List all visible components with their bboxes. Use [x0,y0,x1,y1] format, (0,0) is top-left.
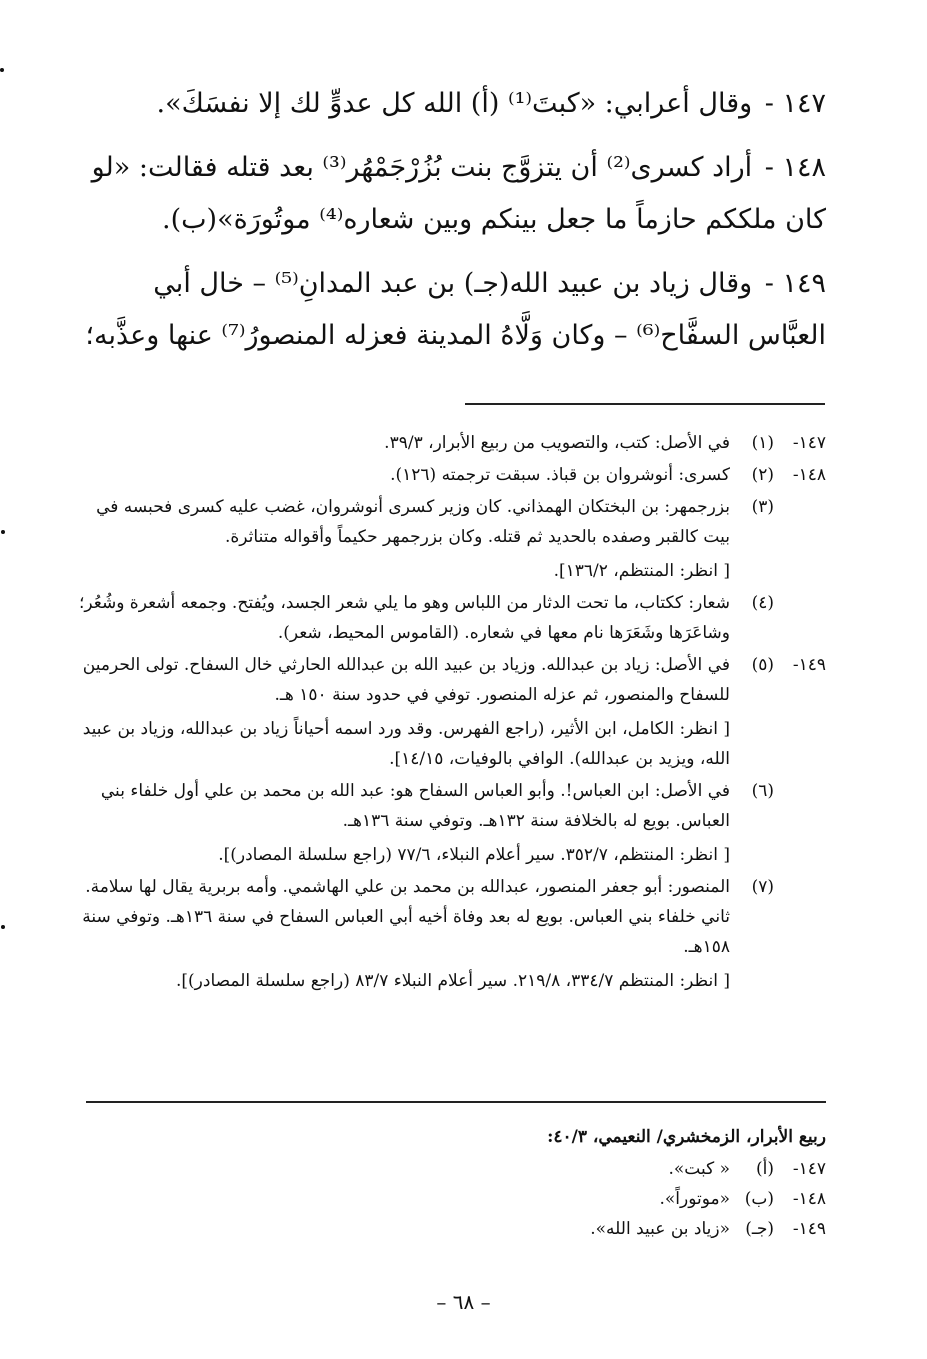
footnote-text: شعار: ككتاب، ما تحت الدثار من اللباس وهو ما يلي شعر الجسد، ويُفتح. وجمعه أشعرة وشُعُر؛ وشاعَرَها وشَعَرَها نام معها في شعاره. (القاموس المحيط، شعر). [78,593,730,643]
variant-mark: (ب) [744,1189,774,1209]
footnote-reference: [ انظر: الكامل، ابن الأثير، (راجع الفهرس. وقد ورد اسمه أحياناً زياد بن عبدالله، وزياد بن عبيد الله، ويزيد بن عبدالله). الوافي بالوفيات، ١٤/١٥]. [82,719,730,769]
footnote-text: بزرجمهر: بن البختكان الهمذاني. كان وزير كسرى أنوشروان، غضب عليه كسرى فحبسه في بيت كالقبر وصفده بالحديد ثم قتله. وكان بزرجمهر حكيماً وأقواله متناثرة. [96,497,730,547]
footnote-3 [78,492,826,586]
main-text [78,78,826,374]
variant-text: «زياد بن عبيد الله». [590,1219,730,1239]
variants-heading: ربيع الأبرار، الزمخشري/ النعيمي، ٤٠/٣: [547,1127,826,1147]
entry-149 [78,258,826,362]
footnote-mark: (٢) [751,465,774,485]
footnote-mark: (٤) [751,593,774,613]
scan-mark [1,925,5,929]
variant-mark: (أ) [756,1159,774,1179]
variant-text: «موتوراً». [659,1189,730,1209]
footnote-entry-number: ١٤٨- [792,465,826,485]
variant-item [78,1214,826,1244]
footnote-1 [78,428,826,458]
footnotes [78,428,826,998]
footnote-2 [78,460,826,490]
footnote-5 [78,650,826,774]
footnote-4 [78,588,826,648]
variant-readings [78,1122,826,1244]
footnote-text: في الأصل: زياد بن عبدالله. وزياد بن عبيد الله بن عبدالله الحارثي خال السفاح. تولى الحرمين للسفاح والمنصور، ثم عزله المنصور. توفي في حدود سنة ١٥٠ هـ. [82,655,730,705]
entry-text: أراد كسرى⁽²⁾ أن يتزوَّج بنت بُزُرْجَمْهُر⁽³⁾ بعد قتله فقالت: «لو كان ملككم حازماً ما جعل بينكم وبين شعاره⁽⁴⁾ موتُورَة»(ب). [91,152,826,235]
footnote-text: في الأصل: ابن العباس!. وأبو العباس السفاح هو: عبد الله بن محمد بن علي أول خلفاء بني العباس. بويع له بالخلافة سنة ١٣٢هـ. وتوفي سنة ١٣٦هـ. [100,781,730,831]
footnote-mark: (٦) [751,781,774,801]
footnote-text: في الأصل: كتب، والتصويب من ربيع الأبرار، ٣٩/٣. [384,433,730,453]
scan-mark [1,530,5,534]
footnote-6 [78,776,826,870]
variant-text: « كبت». [668,1159,730,1179]
entry-text: وقال أعرابي: «كبتَ⁽¹⁾ (أ) الله كل عدوٍّ لك إلا نفسَكَ». [156,88,753,119]
entry-text: وقال زياد بن عبيد الله(جـ) بن عبد المدانِ⁽⁵⁾ – خال أبي العبَّاس السفَّاح⁽⁶⁾ – وكان وَلَّاهُ المدينة فعزله المنصورُ⁽⁷⁾ عنها وعذَّبه؛ [85,268,826,351]
footnote-text: المنصور: أبو جعفر المنصور، عبدالله بن محمد بن علي الهاشمي. وأمه بربرية يقال لها سلامة. ثاني خلفاء بني العباس. بويع له بعد وفاة أخيه أبي العباس السفاح في سنة ١٣٦هـ. وتوفي سنة ١٥٨هـ. [82,877,730,957]
entry-148 [78,142,826,246]
variant-item [78,1184,826,1214]
footnote-7 [78,872,826,996]
variant-entry-number: ١٤٩- [792,1219,826,1239]
footnote-mark: (٥) [751,655,774,675]
footnote-mark: (٧) [751,877,774,897]
footnote-entry-number: ١٤٧- [792,433,826,453]
footnote-entry-number: ١٤٩- [792,655,826,675]
variant-entry-number: ١٤٧- [792,1159,826,1179]
entry-number: ١٤٨ - [764,152,826,183]
variant-entry-number: ١٤٨- [792,1189,826,1209]
page-number: – ٦٨ – [436,1290,491,1314]
footnote-mark: (٣) [751,497,774,517]
footnote-text: كسرى: أنوشروان بن قباذ. سبقت ترجمته (١٢٦). [390,465,730,485]
variants-divider [86,1101,826,1103]
entry-number: ١٤٧ - [764,88,826,119]
footnote-mark: (١) [751,433,774,453]
scan-mark [0,68,4,72]
footnote-divider [465,403,825,405]
variant-mark: (جـ) [745,1219,774,1239]
entry-number: ١٤٩ - [764,268,826,299]
footnote-reference: [ انظر: المنتظم ٣٣٤/٧، ٢١٩/٨. سير أعلام النبلاء ٨٣/٧ (راجع سلسلة المصادر)]. [176,971,730,991]
entry-147 [78,78,826,130]
footnote-reference: [ انظر: المنتظم، ٣٥٢/٧. سير أعلام النبلاء، ٧٧/٦ (راجع سلسلة المصادر)]. [218,845,730,865]
variant-item [78,1154,826,1184]
footnote-reference: [ انظر: المنتظم، ١٣٦/٢]. [553,561,730,581]
